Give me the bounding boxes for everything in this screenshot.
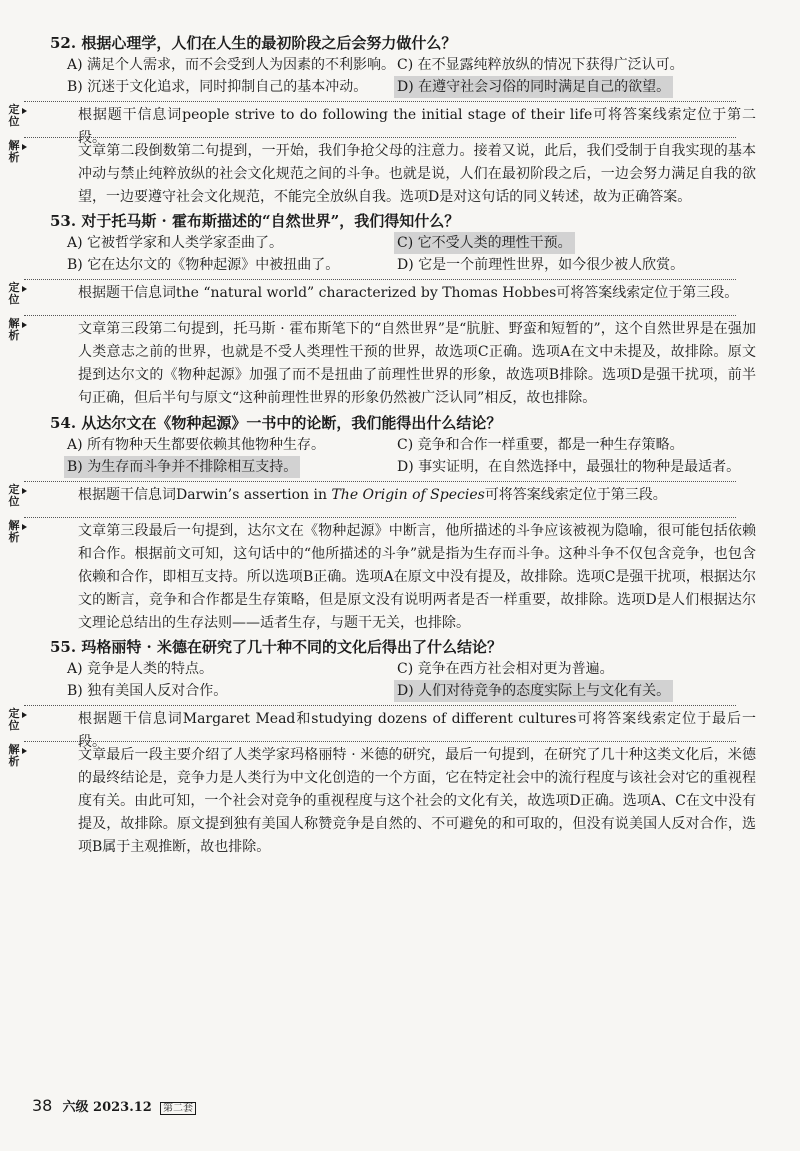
options-row-2 — [50, 456, 750, 478]
locate-text: 根据题干信息词people strive to do following the initial stage of their life可将答案线索定位于第二段。 — [78, 107, 756, 146]
analysis-tag: 解析 — [8, 317, 20, 342]
divider — [24, 741, 736, 742]
analysis-block-55 — [8, 743, 756, 859]
issue-label: 六级 2023.12 — [62, 1100, 152, 1115]
option-c-correct: C) 它不受人类的理性干预。 — [394, 232, 575, 254]
question-54 — [50, 412, 750, 478]
book-title: The Origin of Species — [331, 487, 485, 503]
analysis-text: 文章第三段最后一句提到，达尔文在《物种起源》中断言，他所描述的斗争应该被视为隐喻，很可能包括依赖和合作。根据前文可知，这句话中的“他所描述的斗争”就是指为生存而斗争。这种斗争不仅包含竞争，也包含依赖和合作，即相互支持。所以选项B正确。选项A在原文中没有提及，故排除。选项C是强干扰项，根据达尔文的断言，竞争和合作都是生存策略，但是原文没有说明两者是否一样重要，故排除。选项D是人们根据达尔文理论总结出的生存法则——适者生存，与题干无关，也排除。 — [78, 523, 756, 631]
locate-text: 根据题干信息词Margaret Mead和studying dozens of different cultures可将答案线索定位于最后一段。 — [78, 711, 756, 750]
divider — [24, 705, 736, 706]
locate-block-53 — [8, 281, 756, 306]
locate-tag: 定位 — [8, 103, 20, 128]
question-title: 52. 根据心理学，人们在人生的最初阶段之后会努力做什么？ — [50, 34, 457, 52]
locate-tag: 定位 — [8, 483, 20, 508]
options-row-2 — [50, 76, 750, 98]
divider — [24, 279, 736, 280]
analysis-block-54 — [8, 519, 756, 635]
analysis-tag: 解析 — [8, 519, 20, 544]
analysis-tag: 解析 — [8, 139, 20, 164]
option-b-correct: B) 为生存而斗争并不排除相互支持。 — [64, 456, 300, 478]
options-row-1 — [50, 658, 750, 680]
question-title: 54. 从达尔文在《物种起源》一书中的论断，我们能得出什么结论？ — [50, 414, 502, 432]
analysis-text: 文章第二段倒数第二句提到，一开始，我们争抢父母的注意力。接着又说，此后，我们受制于自我实现的基本冲动与禁止纯粹放纵的社会文化规范之间的斗争。也就是说，人们在最初阶段之后，一边会努力满足自我的欲望，一边要遵守社会文化规范，不能完全放纵自我。选项D是对这句话的同义转述，故为正确答案。 — [78, 143, 756, 205]
option-b: B) 独有美国人反对合作。 — [67, 683, 228, 699]
analysis-text: 文章最后一段主要介绍了人类学家玛格丽特 · 米德的研究，最后一句提到，在研究了几十种这类文化后，米德的最终结论是，竞争力是人类行为中文化创造的一个方面，它在特定社会中的流行程度与该社会对它的重视程度有关。由此可知，一个社会对竞争的重视程度与这个社会的文化有关，故选项D正确。选项A、C在文中没有提及，故排除。原文提到独有美国人称赞竞争是自然的、不可避免的和可取的，但没有说美国人反对合作，选项B属于主观推断，故也排除。 — [78, 747, 756, 855]
divider — [24, 481, 736, 482]
question-55 — [50, 636, 750, 702]
option-c: C) 在不显露纯粹放纵的情况下获得广泛认可。 — [397, 57, 684, 73]
option-c: C) 竞争和合作一样重要，都是一种生存策略。 — [397, 437, 684, 453]
locate-tag: 定位 — [8, 281, 20, 306]
option-a: A) 满足个人需求，而不会受到人为因素的不利影响。 — [67, 57, 396, 73]
option-c: C) 竞争在西方社会相对更为普遍。 — [397, 661, 614, 677]
locate-text: 根据题干信息词the “natural world” characterized by Thomas Hobbes可将答案线索定位于第三段。 — [78, 285, 739, 301]
page-footer — [32, 1096, 196, 1115]
analysis-block-53 — [8, 317, 756, 410]
analysis-block-52 — [8, 139, 756, 209]
analysis-tag: 解析 — [8, 743, 20, 768]
analysis-text: 文章第三段第二句提到，托马斯 · 霍布斯笔下的“自然世界”是“肮脏、野蛮和短暂的”，这个自然世界是在强加人类意志之前的世界，也就是不受人类理性干预的世界，故选项C正确。选项A在文中未提及，故排除。原文提到达尔文的《物种起源》加强了而不是扭曲了前理性世界的形象，故选项B排除。选项D是强干扰项，前半句正确，但后半句与原文“这种前理性世界的形象仍然被广泛认同”相反，故也排除。 — [78, 321, 756, 406]
options-row-1 — [50, 434, 750, 456]
option-b: B) 沉迷于文化追求，同时抑制自己的基本冲动。 — [67, 79, 368, 95]
option-d-correct: D) 人们对待竞争的态度实际上与文化有关。 — [394, 680, 673, 702]
question-title: 55. 玛格丽特 · 米德在研究了几十种不同的文化后得出了什么结论？ — [50, 638, 502, 656]
options-row-1 — [50, 232, 750, 254]
page-number: 38 — [32, 1096, 53, 1115]
question-52 — [50, 32, 750, 98]
options-row-2 — [50, 254, 750, 276]
options-row-2 — [50, 680, 750, 702]
divider — [24, 101, 736, 102]
locate-tag: 定位 — [8, 707, 20, 732]
locate-text — [44, 484, 756, 507]
option-d: D) 事实证明，在自然选择中，最强壮的物种是最适者。 — [397, 459, 741, 475]
option-a: A) 竞争是人类的特点。 — [67, 661, 214, 677]
divider — [24, 137, 736, 138]
option-a: A) 所有物种天生都要依赖其他物种生存。 — [67, 437, 326, 453]
option-d: D) 它是一个前理性世界，如今很少被人欣赏。 — [397, 257, 685, 273]
locate-text-pre: 根据题干信息词Darwin’s assertion in — [78, 487, 332, 503]
options-row-1 — [50, 54, 750, 76]
divider — [24, 315, 736, 316]
option-a: A) 它被哲学家和人类学家歪曲了。 — [67, 235, 284, 251]
option-d-correct: D) 在遵守社会习俗的同时满足自己的欲望。 — [394, 76, 673, 98]
question-title: 53. 对于托马斯 · 霍布斯描述的“自然世界”，我们得知什么？ — [50, 212, 460, 230]
locate-block-54 — [8, 483, 756, 508]
locate-text-post: 可将答案线索定位于第三段。 — [484, 487, 667, 503]
set-badge: 第二套 — [160, 1102, 196, 1115]
divider — [24, 517, 736, 518]
option-b: B) 它在达尔文的《物种起源》中被扭曲了。 — [67, 257, 340, 273]
question-53 — [50, 210, 750, 276]
